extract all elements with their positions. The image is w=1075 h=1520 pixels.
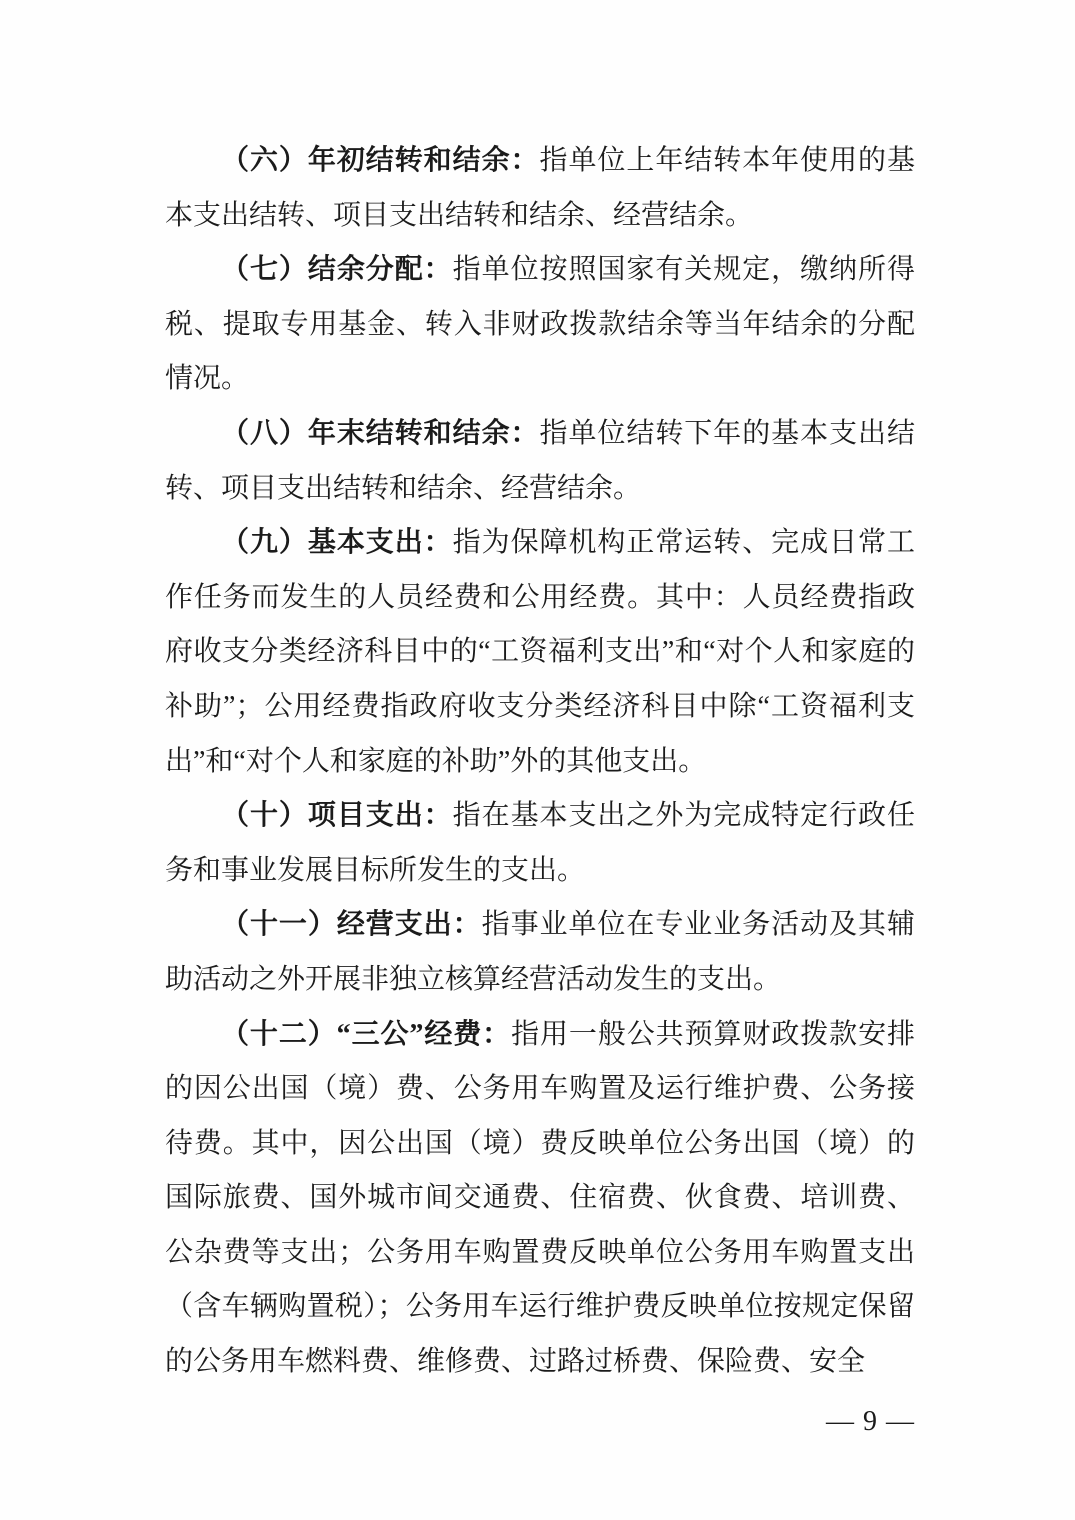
page-number: — 9 — — [826, 1406, 915, 1437]
definition-term: （八）年末结转和结余： — [221, 417, 540, 449]
definition-paragraph-6 — [165, 134, 915, 243]
definition-paragraph-10 — [165, 789, 915, 898]
definition-term: （七）结余分配： — [221, 254, 453, 286]
definition-term: （六）年初结转和结余： — [221, 145, 540, 176]
definition-paragraph-12 — [165, 1008, 915, 1390]
document-body — [165, 134, 915, 1390]
definition-term: （十一）经营支出： — [221, 909, 482, 941]
definition-text: 指单位结转下年的基本支出结转、项目支出结转和结余、经营结余。 — [165, 417, 915, 504]
definition-text: 指单位上年结转本年使用的基本支出结转、项目支出结转和结余、经营结余。 — [165, 145, 915, 231]
definition-text: 指用一般公共预算财政拨款安排的因公出国（境）费、公务用车购置及运行维护费、公务接待费。其中，因公出国（境）费反映单位公务出国（境）的国际旅费、国外城市间交通费、住宿费、伙食费、培训费、公杂费等支出；公务用车购置费反映单位公务用车购置支出（含车辆购置税）；公务用车运行维护费反映单位按规定保留的公务用车燃料费、维修费、过路过桥费、保险费、安全 — [165, 1018, 915, 1378]
definition-paragraph-7 — [165, 243, 915, 407]
definition-term: （十）项目支出： — [221, 800, 453, 832]
definition-text: 指单位按照国家有关规定，缴纳所得税、提取专用基金、转入非财政拨款结余等当年结余的分配情况。 — [165, 254, 915, 395]
definition-paragraph-9 — [165, 516, 915, 789]
definition-text: 指为保障机构正常运转、完成日常工作任务而发生的人员经费和公用经费。其中：人员经费指政府收支分类经济科目中的“工资福利支出”和“对个人和家庭的补助”；公用经费指政府收支分类经济科目中除“工资福利支出”和“对个人和家庭的补助”外的其他支出。 — [165, 527, 915, 777]
definition-text: 指在基本支出之外为完成特定行政任务和事业发展目标所发生的支出。 — [165, 800, 915, 886]
definition-text: 指事业单位在专业业务活动及其辅助活动之外开展非独立核算经营活动发生的支出。 — [165, 909, 915, 995]
definition-term: （十二）“三公”经费： — [221, 1018, 512, 1050]
definition-paragraph-8 — [165, 407, 915, 516]
definition-paragraph-11 — [165, 898, 915, 1007]
definition-term: （九）基本支出： — [221, 527, 453, 559]
